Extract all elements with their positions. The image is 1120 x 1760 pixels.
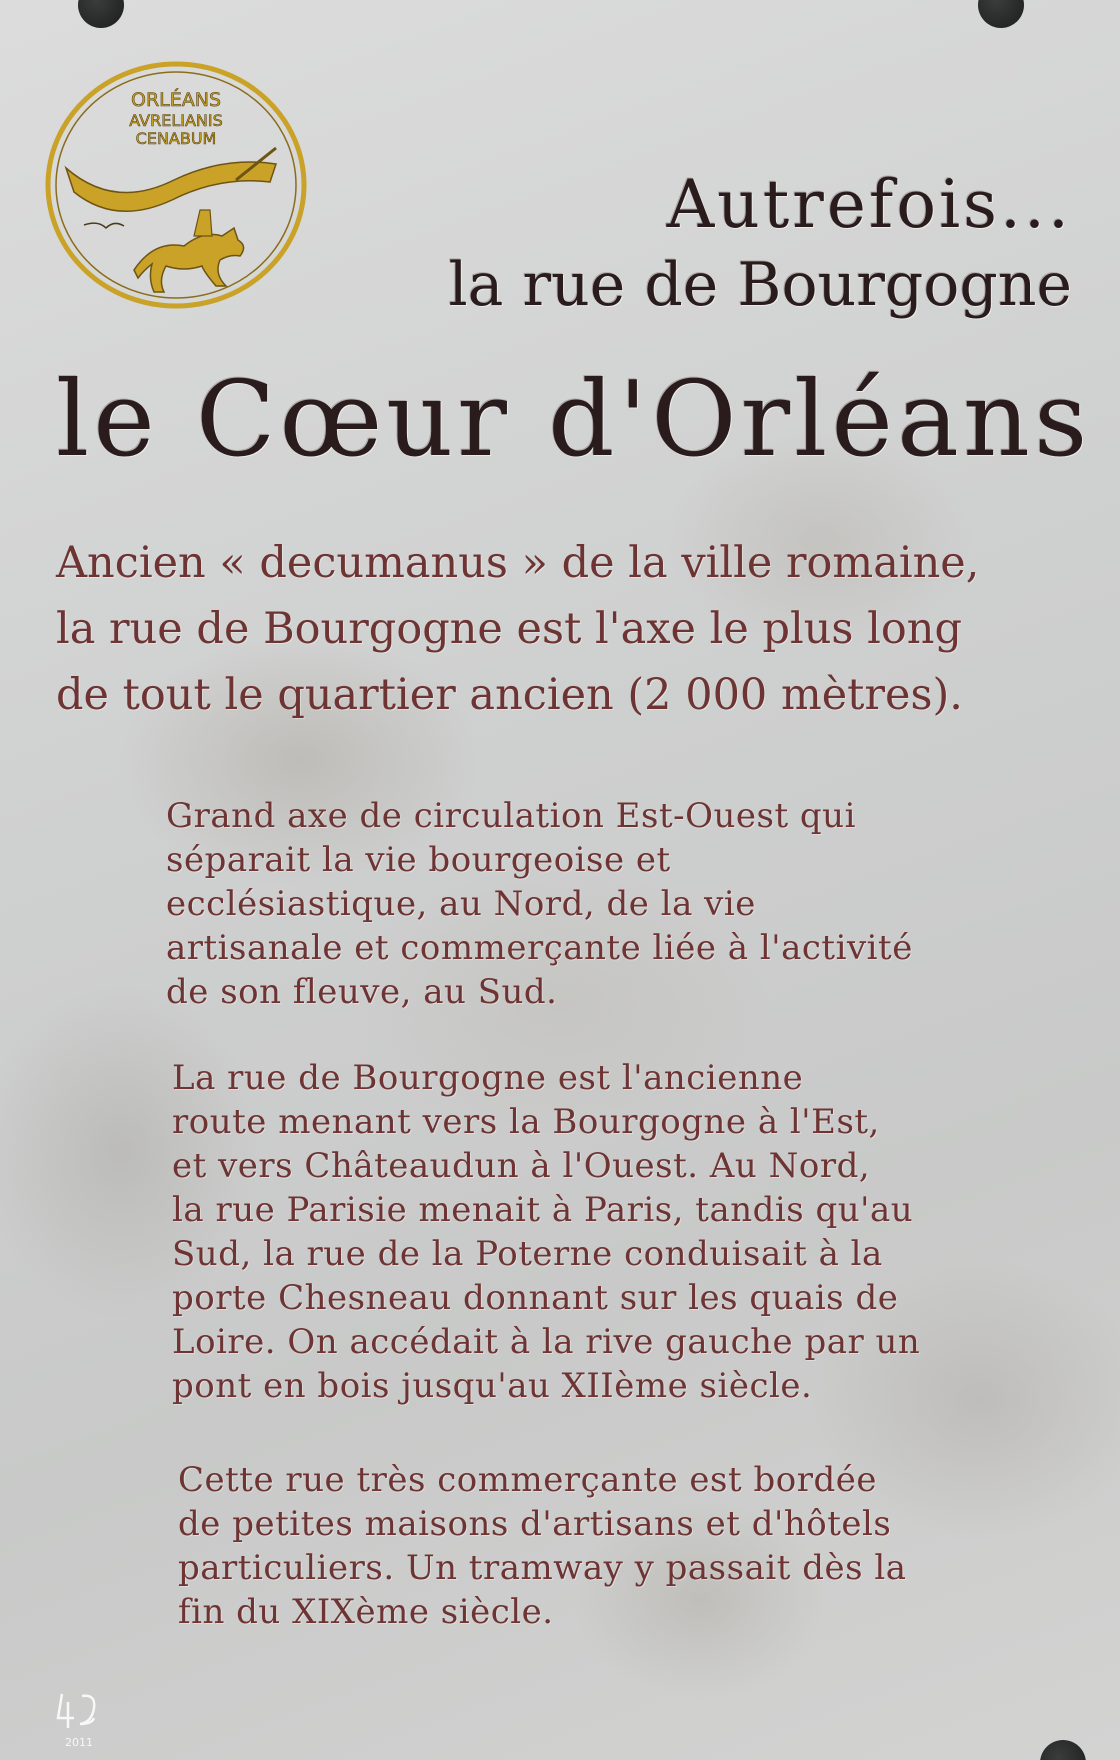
- paragraph-line: ecclésiastique, au Nord, de la vie: [166, 884, 756, 924]
- mounting-bolt: [978, 0, 1024, 28]
- paragraph-line: de son fleuve, au Sud.: [166, 972, 558, 1012]
- paragraph-line: Cette rue très commerçante est bordée: [178, 1460, 877, 1500]
- paragraph-line: porte Chesneau donnant sur les quais de: [172, 1278, 899, 1318]
- paragraph-line: Grand axe de circulation Est-Ouest qui: [166, 796, 856, 836]
- paragraph-line: de petites maisons d'artisans et d'hôtels: [178, 1504, 892, 1544]
- paragraph-line: et vers Châteaudun à l'Ouest. Au Nord,: [172, 1146, 871, 1186]
- paragraph-line: fin du XIXème siècle.: [178, 1592, 554, 1632]
- orleans-seal-emblem: [44, 60, 308, 310]
- carver-signature-mark: [52, 1688, 106, 1750]
- heading-line-2: la rue de Bourgogne: [448, 250, 1072, 320]
- paragraph-line: Sud, la rue de la Poterne conduisait à la: [172, 1234, 883, 1274]
- paragraph-1: [166, 794, 913, 1014]
- paragraph-line: route menant vers la Bourgogne à l'Est,: [172, 1102, 880, 1142]
- seal-line-1: ORLÉANS: [130, 89, 222, 111]
- intro-line: de tout le quartier ancien (2 000 mètres).: [56, 670, 963, 720]
- heading-line-1: Autrefois...: [666, 166, 1072, 243]
- paragraph-3: [178, 1458, 906, 1634]
- main-title: le Cœur d'Orléans: [56, 358, 1092, 480]
- paragraph-line: Loire. On accédait à la rive gauche par un: [172, 1322, 921, 1362]
- intro-line: la rue de Bourgogne est l'axe le plus long: [56, 604, 963, 654]
- intro-text: [56, 530, 1076, 728]
- mounting-bolt: [78, 0, 124, 28]
- paragraph-line: artisanale et commerçante liée à l'activité: [166, 928, 913, 968]
- paragraph-line: pont en bois jusqu'au XIIème siècle.: [172, 1366, 813, 1406]
- signature-year: 2011: [65, 1736, 93, 1749]
- paragraph-2: [172, 1056, 920, 1408]
- mounting-bolt: [1040, 1740, 1086, 1760]
- intro-line: Ancien « decumanus » de la ville romaine,: [56, 538, 980, 588]
- seal-line-2: AVRELIANIS: [129, 111, 223, 130]
- paragraph-line: la rue Parisie menait à Paris, tandis qu'au: [172, 1190, 914, 1230]
- paragraph-line: séparait la vie bourgeoise et: [166, 840, 671, 880]
- paragraph-line: particuliers. Un tramway y passait dès la: [178, 1548, 907, 1588]
- seal-line-3: CENABUM: [135, 129, 217, 148]
- paragraph-line: La rue de Bourgogne est l'ancienne: [172, 1058, 804, 1098]
